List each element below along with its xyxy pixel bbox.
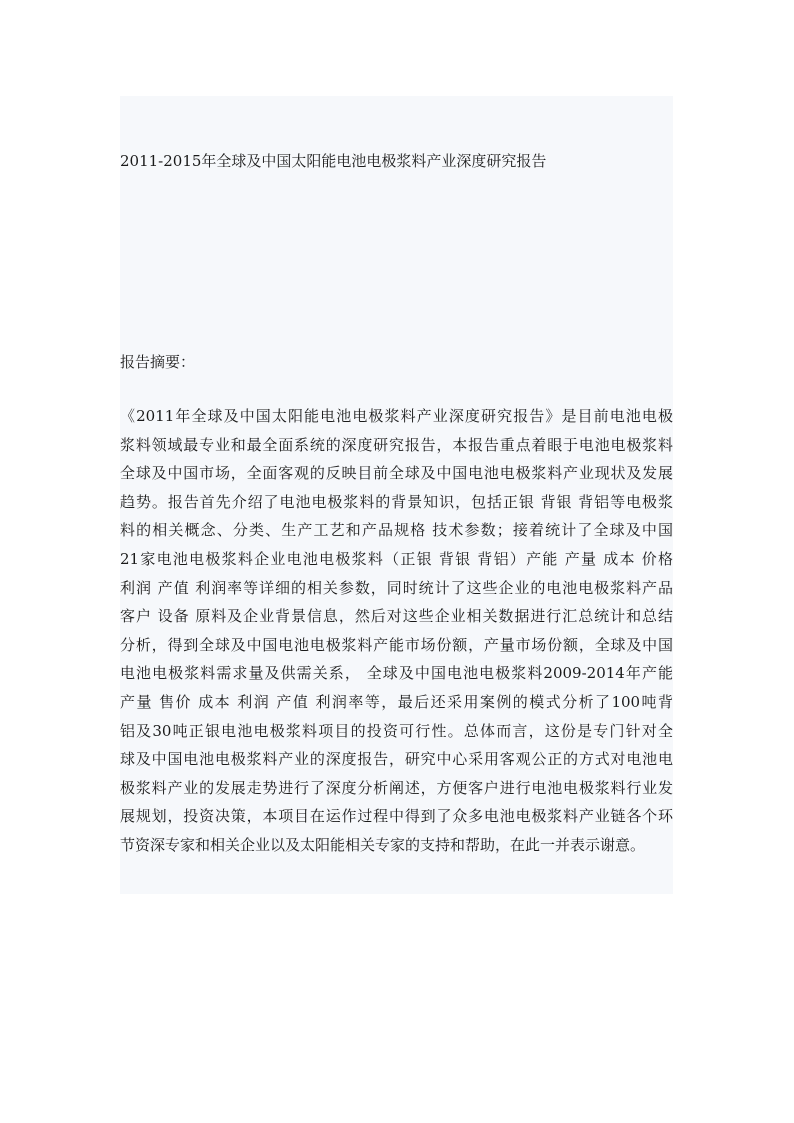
abstract-line: 利润 产值 利润率等详细的相关参数，同时统计了这些企业的电池电极浆料产品: [120, 578, 673, 597]
abstract-line: 球及中国电池电极浆料产业的深度报告，研究中心采用客观公正的方式对电池电: [120, 750, 673, 769]
abstract-line: 21家电池电极浆料企业电池电极浆料（正银 背银 背铝）产能 产量 成本 价格: [120, 549, 673, 568]
abstract-line: 客户 设备 原料及企业背景信息，然后对这些企业相关数据进行汇总统计和总结: [120, 607, 673, 626]
abstract-line: 分析，得到全球及中国电池电极浆料产能市场份额，产量市场份额，全球及中国: [120, 635, 673, 654]
abstract-line: 电池电极浆料需求量及供需关系， 全球及中国电池电极浆料2009-2014年产能: [120, 664, 673, 683]
abstract-line: 铝及30吨正银电池电极浆料项目的投资可行性。总体而言，这份是专门针对全: [120, 721, 673, 740]
abstract-line: 全球及中国市场，全面客观的反映目前全球及中国电池电极浆料产业现状及发展: [120, 464, 673, 483]
abstract-line: 趋势。报告首先介绍了电池电极浆料的背景知识，包括正银 背银 背铝等电极浆: [120, 492, 673, 511]
abstract-line: 料的相关概念、分类、生产工艺和产品规格 技术参数；接着统计了全球及中国: [120, 521, 673, 540]
report-title: 2011-2015年全球及中国太阳能电池电极浆料产业深度研究报告: [120, 152, 547, 170]
abstract-line: 极浆料产业的发展走势进行了深度分析阐述，方便客户进行电池电极浆料行业发: [120, 778, 673, 797]
abstract-line: 展规划，投资决策，本项目在运作过程中得到了众多电池电极浆料产业链各个环: [120, 807, 673, 826]
abstract-body: [120, 402, 673, 860]
abstract-line: 浆料领域最专业和最全面系统的深度研究报告，本报告重点着眼于电池电极浆料: [120, 435, 673, 454]
abstract-label: 报告摘要：: [120, 353, 196, 371]
abstract-line: 《2011年全球及中国太阳能电池电极浆料产业深度研究报告》是目前电池电极: [120, 407, 673, 425]
abstract-line: 节资深专家和相关企业以及太阳能相关专家的支持和帮助，在此一并表示谢意。: [120, 835, 646, 854]
abstract-line: 产量 售价 成本 利润 产值 利润率等，最后还采用案例的模式分析了100吨背: [120, 692, 673, 711]
